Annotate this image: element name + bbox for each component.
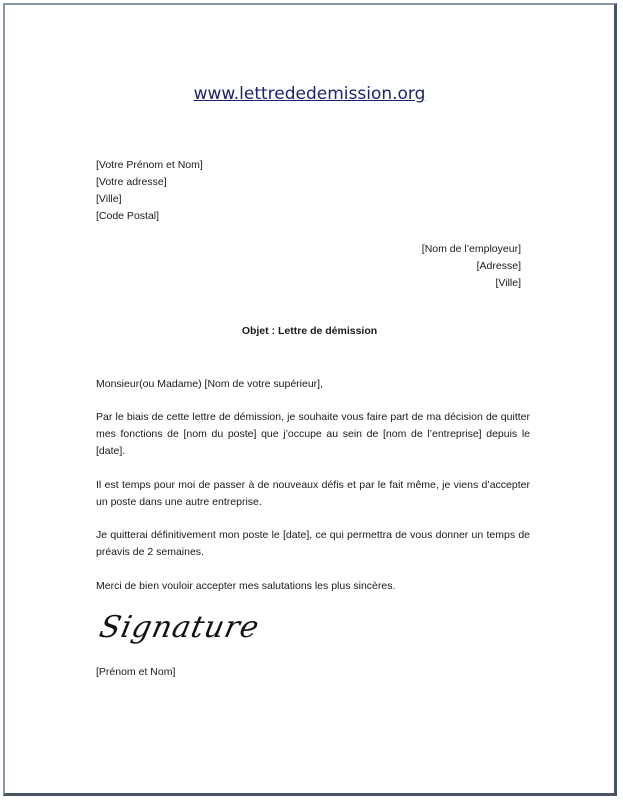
paragraph-closing: Merci de bien vouloir accepter mes salutations les plus sincères. (96, 580, 396, 592)
sender-postal-code: [Code Postal] (96, 210, 160, 222)
document-page (3, 3, 617, 796)
employer-city: [Ville] (495, 277, 521, 289)
recipient-address-block (422, 241, 521, 292)
signer-name: [Prénom et Nom] (96, 666, 176, 678)
sender-address: [Votre adresse] (96, 176, 167, 188)
employer-name: [Nom de l’employeur] (421, 243, 521, 255)
signature: Signature (96, 610, 263, 645)
paragraph-new-challenge: Il est temps pour moi de passer à de nouveaux défis et par le fait même, je viens d’accepter un poste dans une autre entreprise. (96, 479, 530, 508)
sender-name: [Votre Prénom et Nom] (96, 159, 203, 171)
sender-city: [Ville] (96, 193, 122, 205)
paragraph-notice: Je quitterai définitivement mon poste le [date], ce qui permettra de vous donner un temps de préavis de 2 semaines. (96, 529, 530, 558)
site-link[interactable]: www.lettrededemission.org (193, 84, 426, 104)
subject-line: Objet : Lettre de démission (241, 325, 378, 337)
employer-address: [Adresse] (476, 260, 521, 272)
paragraph-decision: Par le biais de cette lettre de démission, je souhaite vous faire part de ma décision de quitter mes fonctions de [nom du poste] que j’occupe au sein de [nom de l’entreprise] depuis le [date]. (96, 411, 530, 457)
salutation: Monsieur(ou Madame) [Nom de votre supérieur], (96, 378, 324, 390)
sender-address-block (96, 157, 203, 225)
